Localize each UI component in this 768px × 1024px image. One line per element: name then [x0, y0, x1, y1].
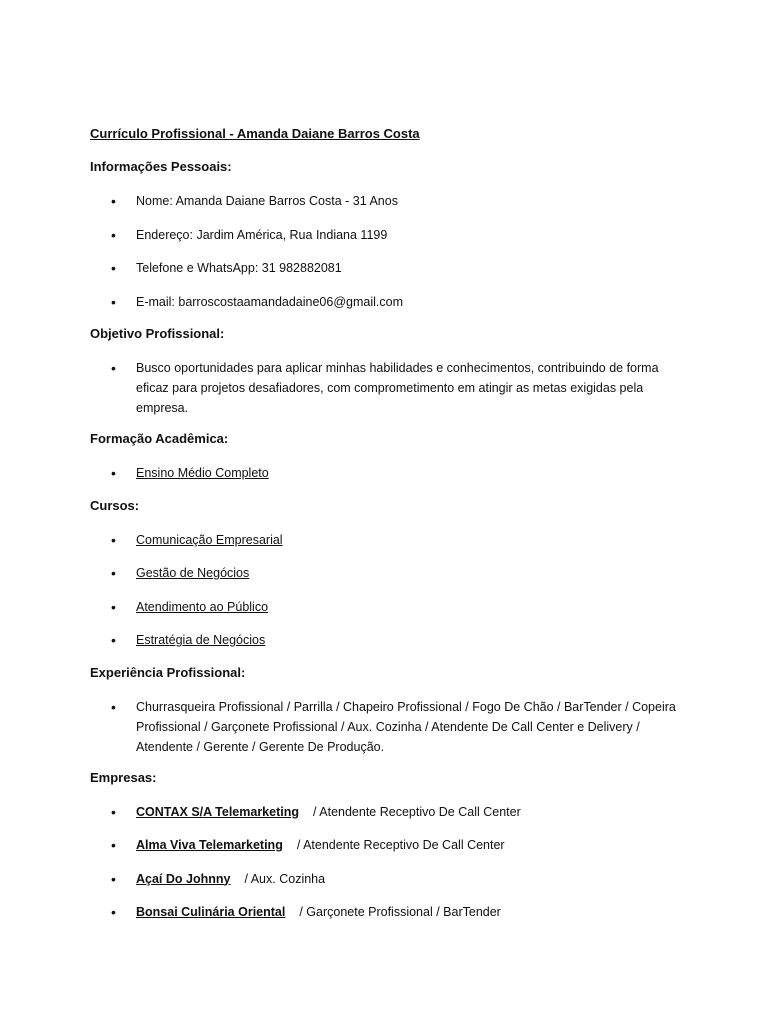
company-name: Açaí Do Johnny [136, 871, 231, 886]
courses-heading: Cursos: [90, 497, 140, 513]
company-name: CONTAX S/A Telemarketing [136, 804, 299, 819]
list-item-course: • Comunicação Empresarial [111, 531, 283, 548]
bullet-icon: • [111, 193, 116, 209]
list-item-course: • Gestão de Negócios [111, 565, 250, 581]
list-item-course: • Estratégia de Negócios [111, 632, 266, 648]
list-item-company [90, 902, 690, 922]
company-role: / Atendente Receptivo De Call Center [313, 804, 521, 819]
company-name: Alma Viva Telemarketing [136, 838, 283, 852]
personal-info-heading: Informações Pessoais: [90, 159, 232, 174]
companies-list [90, 802, 690, 923]
list-item-objective: • Busco oportunidades para aplicar minhas habilidades e conhecimentos, contribuindo de forma eficaz para projetos desafiadores, com comprometimento em atingir as metas exigidas pela empresa. [111, 360, 659, 415]
bullet-icon: • [111, 698, 116, 715]
companies-heading: Empresas: [90, 769, 157, 785]
bullet-icon: • [111, 870, 116, 887]
bullet-icon: • [111, 803, 116, 820]
list-item-company [90, 869, 690, 889]
objective-heading: Objetivo Profissional: [90, 326, 225, 341]
bullet-icon: • [111, 360, 116, 376]
bullet-icon: • [111, 565, 116, 581]
list-item-email: • E-mail: barroscostaamandadaine06@gmail.com [111, 293, 403, 310]
resume-document [90, 125, 690, 936]
experience-heading: Experiência Profissional: [90, 664, 246, 680]
list-item-address: • Endereço: Jardim América, Rua Indiana 1199 [111, 226, 388, 243]
objective-list [90, 358, 690, 418]
company-role: / Atendente Receptivo De Call Center [296, 838, 505, 852]
list-item-company [90, 835, 690, 855]
bullet-icon: • [111, 293, 116, 310]
list-item-name: • Nome: Amanda Daiane Barros Costa - 31 Anos [111, 193, 398, 209]
bullet-icon: • [111, 465, 116, 481]
education-list [90, 463, 690, 483]
list-item-course: • Atendimento ao Público [111, 598, 269, 615]
company-name: Bonsai Culinária Oriental [136, 905, 286, 919]
education-heading: Formação Acadêmica: [90, 431, 229, 446]
document-title: Currículo Profissional - Amanda Daiane Barros Costa [90, 126, 420, 141]
experience-list [90, 697, 690, 757]
list-item-education: • Ensino Médio Completo [111, 465, 269, 481]
list-item-company [90, 802, 690, 822]
bullet-icon: • [111, 904, 116, 920]
courses-list [90, 530, 690, 651]
bullet-icon: • [111, 598, 116, 615]
bullet-icon: • [111, 226, 116, 243]
bullet-icon: • [111, 837, 116, 853]
bullet-icon: • [111, 260, 116, 276]
list-item-phone: • Telefone e WhatsApp: 31 982882081 [111, 260, 342, 276]
bullet-icon: • [111, 632, 116, 648]
list-item-experience: • Churrasqueira Profissional / Parrilla / Chapeiro Profissional / Fogo De Chão / BarTender / Copeira Profissional / Garçonete Profissional / Aux. Cozinha / Atendente De Call Center e Delivery / Atendente / Gerente / Gerente De Produção. [111, 698, 680, 754]
bullet-icon: • [111, 531, 116, 548]
company-role: / Garçonete Profissional / BarTender [299, 905, 501, 919]
personal-info-list [90, 191, 690, 312]
company-role: / Aux. Cozinha [244, 871, 326, 886]
